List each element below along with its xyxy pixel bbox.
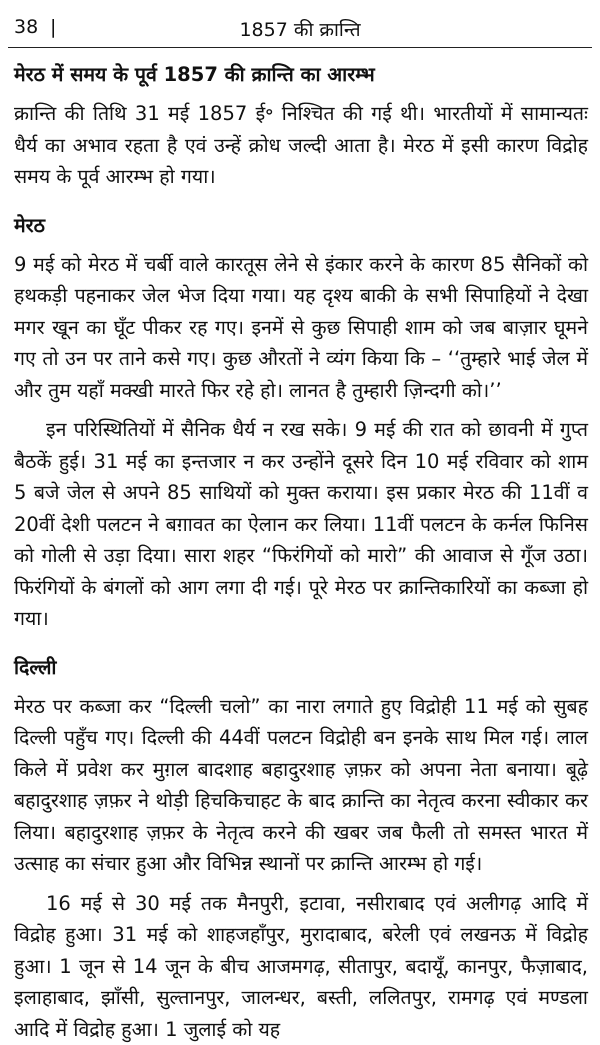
section-heading: मेरठ में समय के पूर्व 1857 की क्रान्ति का आरम्भ <box>14 60 588 90</box>
paragraph: 16 मई से 30 मई तक मैनपुरी, इटावा, नसीराबाद एवं अलीगढ़ आदि में विद्रोह हुआ। 31 मई को शाहजहाँपुर, मुरादाबाद, बरेली एवं लखनऊ में विद्रोह हुआ। 1 जून से 14 जून के बीच आजमगढ़, सीतापुर, बदायूँ, कानपुर, फैज़ाबाद, इलाहाबाद, झाँसी, सुल्तानपुर, जालन्धर, बस्ती, ललितपुर, रामगढ़ एवं मण्डला आदि में विद्रोह हुआ। 1 जुलाई को यह <box>14 888 588 1045</box>
page-number: 38 <box>14 16 38 38</box>
header-rule <box>8 47 592 48</box>
paragraph: क्रान्ति की तिथि 31 मई 1857 ई॰ निश्चित की गई थी। भारतीयों में सामान्यतः धैर्य का अभाव रहता है एवं उन्हें क्रोध जल्दी आता है। मेरठ में इसी कारण विद्रोह समय के पूर्व आरम्भ हो गया। <box>14 98 588 193</box>
paragraph: इन परिस्थितियों में सैनिक धैर्य न रख सके। 9 मई की रात को छावनी में गुप्त बैठकें हुई। 31 मई का इन्तजार न कर उन्होंने दूसरे दिन 10 मई रविवार को शाम 5 बजे जेल से अपने 85 साथियों को मुक्त कराया। इस प्रकार मेरठ की 11वीं व 20वीं देशी पलटन ने बग़ावत का ऐलान कर लिया। 11वीं पलटन के कर्नल फिनिस को गोली से उड़ा दिया। सारा शहर “फिरंगियों को मारो” की आवाज से गूँज उठा। फिरंगियों के बंगलों को आग लगा दी गई। पूरे मेरठ पर क्रान्तिकारियों का कब्जा हो गया। <box>14 414 588 635</box>
paragraph: 9 मई को मेरठ में चर्बी वाले कारतूस लेने से इंकार करने के कारण 85 सैनिकों को हथकड़ी पहनाकर जेल भेज दिया गया। यह दृश्य बाकी के सभी सिपाहियों ने देखा मगर खून का घूँट पीकर रह गए। इनमें से कुछ सिपाही शाम को जब बाज़ार घूमने गए तो उन पर ताने कसे गए। कुछ औरतों ने व्यंग किया कि – ‘‘तुम्हारे भाई जेल में और तुम यहाँ मक्खी मारते फिर रहे हो। लानत है तुम्हारी ज़िन्दगी को।’’ <box>14 249 588 407</box>
section-meerut-early-start <box>14 60 588 193</box>
section-delhi <box>14 653 588 1045</box>
header-separator: | <box>50 16 56 38</box>
page-body <box>14 60 588 1045</box>
section-meerut <box>14 211 588 635</box>
running-title: 1857 की क्रान्ति <box>14 16 586 42</box>
paragraph: मेरठ पर कब्जा कर “दिल्ली चलो” का नारा लगाते हुए विद्रोही 11 मई को सुबह दिल्ली पहुँच गए। दिल्ली की 44वीं पलटन विद्रोही बन इनके साथ मिल गई। लाल किले में प्रवेश कर मुग़ल बादशाह बहादुरशाह ज़फ़र को अपना नेता बनाया। बूढ़े बहादुरशाह ज़फ़र ने थोड़ी हिचकिचाहट के बाद क्रान्ति का नेतृत्व करना स्वीकार कर लिया। बहादुरशाह ज़फ़र के नेतृत्व करने की खबर जब फैली तो समस्त भारत में उत्साह का संचार हुआ और विभिन्न स्थानों पर क्रान्ति आरम्भ हो गई। <box>14 691 588 880</box>
section-heading: मेरठ <box>14 211 588 241</box>
page-header <box>14 12 586 42</box>
section-heading: दिल्ली <box>14 653 588 683</box>
